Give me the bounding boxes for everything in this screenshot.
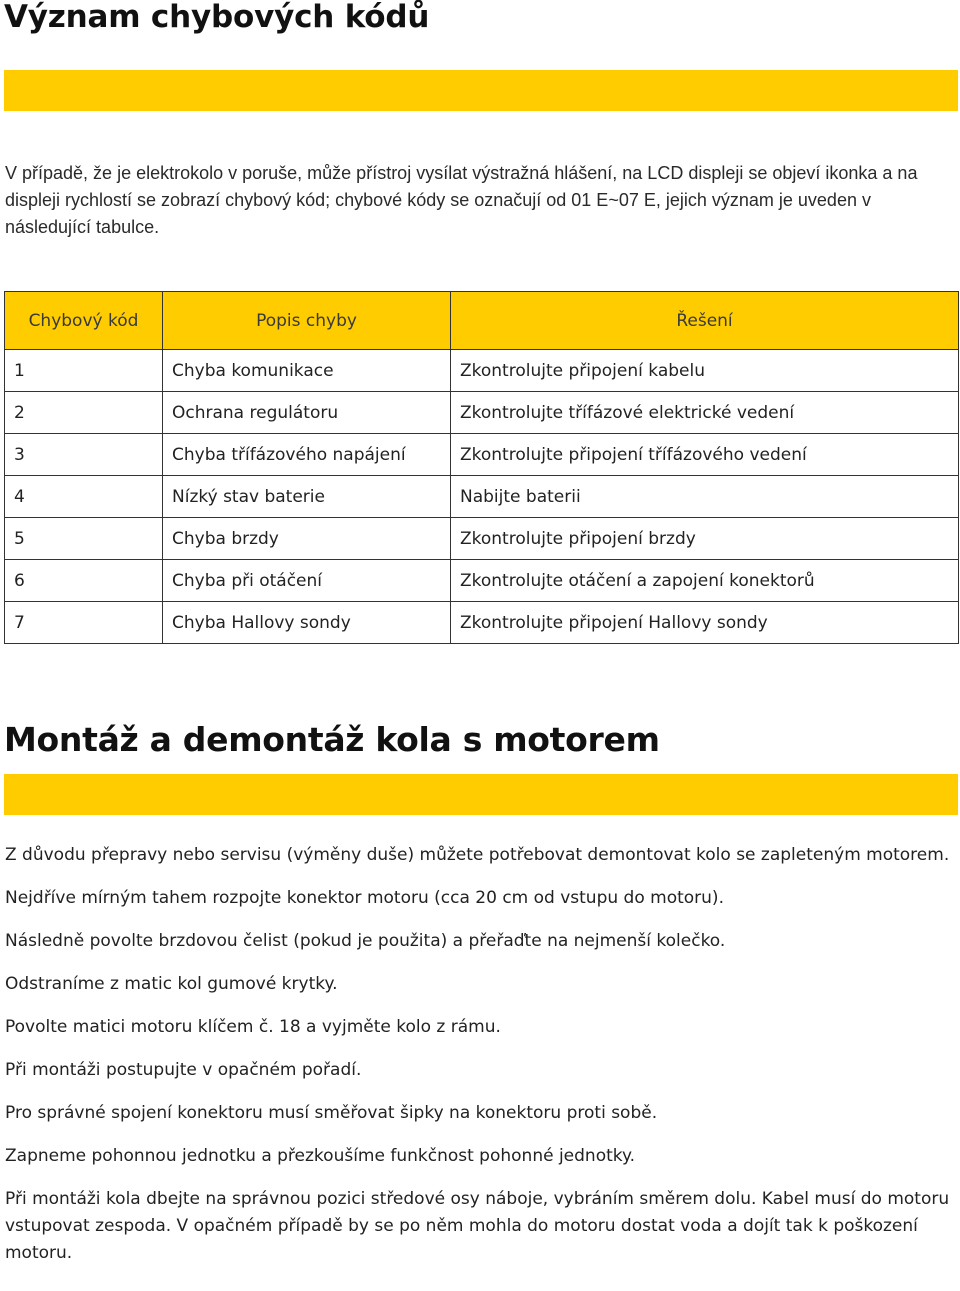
- cell-description: Nízký stav baterie: [163, 476, 451, 518]
- instruction-paragraph: Pro správné spojení konektoru musí směřovat šipky na konektoru proti sobě.: [5, 1103, 658, 1123]
- cell-description: Chyba třífázového napájení: [163, 434, 451, 476]
- table-row: [5, 518, 959, 560]
- cell-code: 4: [5, 476, 163, 518]
- header-solution: Řešení: [451, 292, 959, 350]
- cell-description: Chyba Hallovy sondy: [163, 602, 451, 644]
- mounting-instructions: [5, 842, 955, 1283]
- table-row: [5, 476, 959, 518]
- error-codes-table: [4, 291, 959, 644]
- cell-description: Chyba při otáčení: [163, 560, 451, 602]
- cell-description: Chyba komunikace: [163, 350, 451, 392]
- cell-solution: Zkontrolujte připojení kabelu: [451, 350, 959, 392]
- table-row: [5, 350, 959, 392]
- table-row: [5, 434, 959, 476]
- cell-solution: Nabijte baterii: [451, 476, 959, 518]
- cell-description: Ochrana regulátoru: [163, 392, 451, 434]
- cell-solution: Zkontrolujte připojení třífázového vedení: [451, 434, 959, 476]
- cell-solution: Zkontrolujte otáčení a zapojení konektorů: [451, 560, 959, 602]
- cell-code: 6: [5, 560, 163, 602]
- instruction-paragraph: Při montáži kola dbejte na správnou pozici středové osy náboje, vybráním směrem dolu. Kabel musí do motoru vstupovat zespoda. V opačném případě by se po něm mohla do motoru dostat voda a dojít tak k poškození motoru.: [5, 1189, 950, 1263]
- instruction-paragraph: Při montáži postupujte v opačném pořadí.: [5, 1060, 362, 1080]
- instruction-paragraph: Nejdříve mírným tahem rozpojte konektor motoru (cca 20 cm od vstupu do motoru).: [5, 888, 724, 908]
- instruction-paragraph: Povolte matici motoru klíčem č. 18 a vyjměte kolo z rámu.: [5, 1017, 501, 1037]
- header-error-code: Chybový kód: [5, 292, 163, 350]
- instruction-paragraph: Z důvodu přepravy nebo servisu (výměny duše) můžete potřebovat demontovat kolo se zapleteným motorem.: [5, 845, 950, 865]
- table-row: [5, 392, 959, 434]
- cell-solution: Zkontrolujte třífázové elektrické vedení: [451, 392, 959, 434]
- yellow-divider-band: [4, 70, 958, 111]
- cell-code: 2: [5, 392, 163, 434]
- cell-solution: Zkontrolujte připojení brzdy: [451, 518, 959, 560]
- cell-code: 3: [5, 434, 163, 476]
- intro-paragraph: V případě, že je elektrokolo v poruše, může přístroj vysílat výstražná hlášení, na LCD displeji se objeví ikonka a na displeji rychlostí se zobrazí chybový kód; chybové kódy se označují od 01 E~07 E, jejich význam je uveden v následující tabulce.: [5, 163, 918, 237]
- instruction-paragraph: Odstraníme z matic kol gumové krytky.: [5, 974, 338, 994]
- section-title-error-codes: Význam chybových kódů: [4, 0, 430, 35]
- header-error-description: Popis chyby: [163, 292, 451, 350]
- table-row: [5, 560, 959, 602]
- cell-code: 7: [5, 602, 163, 644]
- table-header-row: [5, 292, 959, 350]
- table-row: [5, 602, 959, 644]
- cell-solution: Zkontrolujte připojení Hallovy sondy: [451, 602, 959, 644]
- cell-code: 1: [5, 350, 163, 392]
- yellow-divider-band: [4, 774, 958, 815]
- instruction-paragraph: Zapneme pohonnou jednotku a přezkoušíme funkčnost pohonné jednotky.: [5, 1146, 636, 1166]
- cell-description: Chyba brzdy: [163, 518, 451, 560]
- section-title-wheel-mounting: Montáž a demontáž kola s motorem: [4, 720, 660, 759]
- cell-code: 5: [5, 518, 163, 560]
- instruction-paragraph: Následně povolte brzdovou čelist (pokud je použita) a přeřaďte na nejmenší kolečko.: [5, 931, 726, 951]
